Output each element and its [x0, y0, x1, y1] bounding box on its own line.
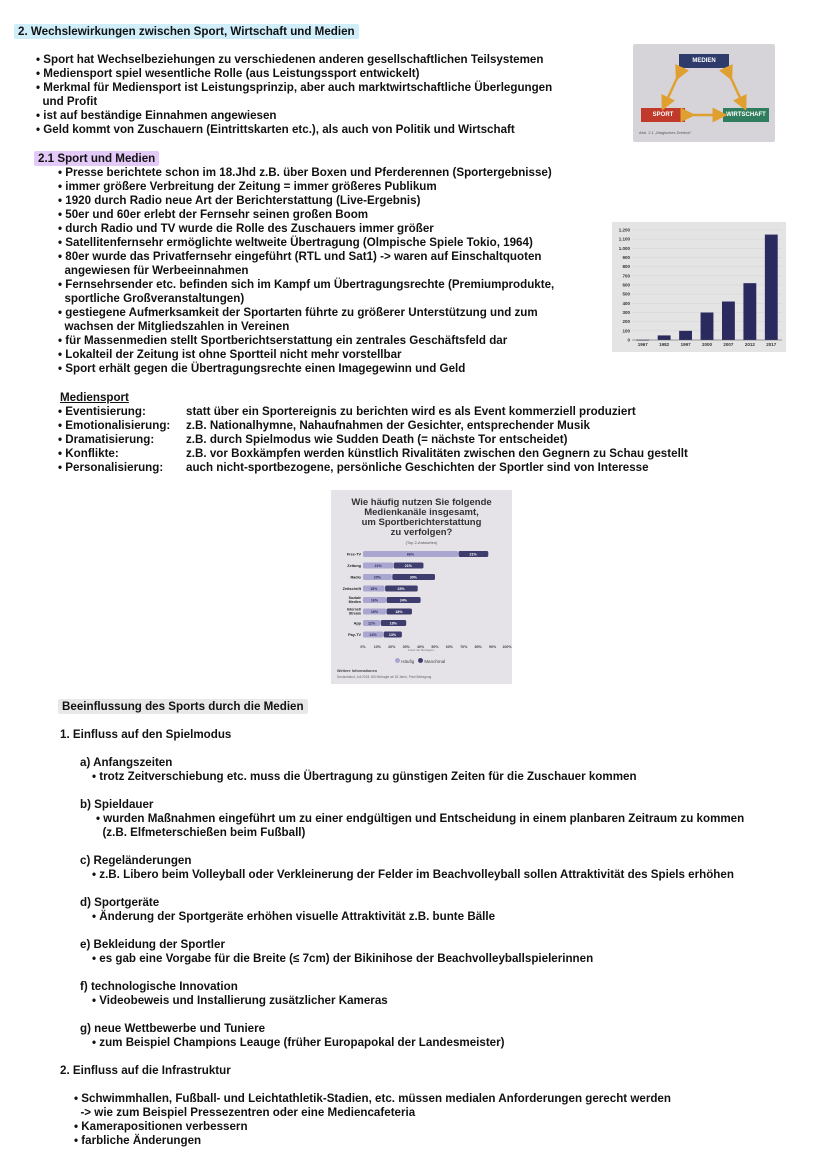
- triangle-arrows: [633, 44, 775, 142]
- y-tick-label: 300: [622, 310, 630, 315]
- data-label-sometimes: 24%: [399, 598, 407, 603]
- data-label-sometimes: 18%: [389, 621, 397, 626]
- data-label-sometimes: 21%: [404, 563, 412, 568]
- list-item: • Fernsehrsender etc. befinden sich im Kampf um Übertragungsrechte (Premiumprodukte,: [58, 278, 555, 291]
- term-label: • Personalisierung:: [58, 461, 164, 474]
- term-definition: z.B. Nationalhymne, Nahaufnahmen der Gesichter, entsprechender Musik: [186, 419, 590, 432]
- list-item: • z.B. Libero beim Volleyball oder Verkleinerung der Felder im Beachvolleyball sollen Attraktivität des Spiels erhöhen: [92, 868, 734, 881]
- x-tick-label: 80%: [474, 645, 482, 649]
- category-label: Internet/: [346, 607, 361, 612]
- data-label-sometimes: 21%: [469, 552, 477, 557]
- data-label-often: 16%: [370, 609, 379, 614]
- x-tick-label: 10%: [373, 645, 382, 649]
- term-definition: statt über ein Sportereignis zu berichten wird es als Event kommerziell produziert: [186, 405, 636, 418]
- term-definition: z.B. vor Boxkämpfen werden künstlich Rivalitäten zwischen den Gegnern zu Schau gestellt: [186, 447, 688, 460]
- survey-footer-title: Weitere Informationen: [337, 669, 378, 673]
- y-tick-label: 1.100: [618, 236, 630, 242]
- category-label: Zeitschrift: [342, 587, 361, 591]
- bar: [743, 283, 756, 340]
- beeinflussung-heading-1: 1. Einfluss auf den Spielmodus: [60, 728, 232, 741]
- item-heading: a) Anfangszeiten: [80, 756, 173, 769]
- list-item: und Profit: [36, 95, 98, 108]
- x-tick-label: 0%: [360, 645, 366, 649]
- list-item: (z.B. Elfmeterschießen beim Fußball): [96, 826, 306, 839]
- list-item: • Geld kommt von Zuschauern (Eintrittskarten etc.), als auch von Politik und Wirtschaft: [36, 123, 515, 136]
- y-tick-label: 500: [622, 291, 630, 297]
- x-tick-label: 1982: [659, 342, 670, 347]
- data-label-often: 66%: [406, 552, 415, 557]
- item-heading: e) Bekleidung der Sportler: [80, 938, 225, 951]
- list-item: • trotz Zeitverschiebung etc. muss die Übertragung zu günstigen Zeiten für die Zuschauer kommen: [92, 770, 637, 783]
- data-label-sometimes: 23%: [397, 586, 405, 591]
- survey-footer-source: Deutschland, Juli 2018, 800 Befragte ab 18 Jahre, Pixel Befragung: [337, 675, 432, 679]
- category-label: Medien: [348, 600, 361, 605]
- bar: [679, 331, 692, 340]
- section-2-title: 2. Wechslewirkungen zwischen Sport, Wirtschaft und Medien: [14, 25, 359, 39]
- category-label: Radio: [350, 575, 361, 580]
- section-2-1-title: 2.1 Sport und Medien: [34, 152, 159, 166]
- list-item: • Schwimmhallen, Fußball- und Leichtathletik-Stadien, etc. müssen medialen Anforderungen gerecht werden: [74, 1092, 671, 1105]
- rights-bar-chart: [612, 222, 786, 352]
- x-tick-label: 100%: [502, 645, 512, 649]
- x-tick-label: 40%: [416, 645, 425, 649]
- list-item: • Kamerapositionen verbessern: [74, 1120, 248, 1133]
- x-tick-label: 2012: [744, 342, 755, 347]
- item-heading: d) Sportgeräte: [80, 896, 160, 909]
- list-item: • wurden Maßnahmen eingeführt um zu einer endgültigen und Entscheidung in einem planbaren Zeitraum zu kommen: [96, 812, 745, 825]
- list-item: • Presse berichtete schon im 18.Jhd z.B. über Boxen und Pferderennen (Sportergebnisse): [58, 166, 552, 179]
- survey-subtitle: (Top 2-Antworten): [405, 540, 438, 545]
- y-tick-label: 1.200: [618, 227, 630, 233]
- x-tick-label: 50%: [431, 645, 439, 649]
- diagram-caption: Abb. 2.1 „Magisches Dreieck": [639, 130, 692, 135]
- term-label: • Konflikte:: [58, 447, 119, 460]
- data-label-often: 15%: [370, 586, 378, 591]
- list-item: • 80er wurde das Privatfernsehr eingeführt (RTL und Sat1) -> waren auf Einschaltquoten: [58, 250, 542, 263]
- data-label-often: 16%: [370, 598, 379, 603]
- list-item: • immer größere Verbreitung der Zeitung = immer größeres Publikum: [58, 180, 437, 193]
- list-item: • Sport hat Wechselbeziehungen zu verschiedenen anderen gesellschaftlichen Teilsystemen: [36, 53, 544, 66]
- survey-chart-svg: [331, 490, 512, 684]
- category-label: Free-TV: [346, 552, 361, 557]
- x-tick-label: 70%: [460, 645, 468, 649]
- survey-title: Wie häufig nutzen Sie folgende Medienkanäle insgesamt, um Sportberichterstattung zu verfolgen?: [351, 497, 492, 538]
- list-item: wachsen der Mitgliedszahlen in Vereinen: [58, 320, 290, 333]
- x-tick-label: 2017: [766, 342, 777, 347]
- y-tick-label: 1.000: [618, 245, 630, 251]
- data-label-sometimes: 18%: [395, 609, 403, 614]
- y-tick-label: 200: [622, 319, 630, 325]
- category-label: Stream: [348, 611, 361, 616]
- list-item: angewiesen für Werbeeinnahmen: [58, 264, 249, 277]
- list-item: • gestiegene Aufmerksamkeit der Sportarten führte zu größerer Unterstützung und zum: [58, 306, 538, 319]
- y-tick-label: 700: [622, 273, 630, 279]
- list-item: • es gab eine Vorgabe für die Breite (≤ 7cm) der Bikinihose der Beachvolleyballspielerinnen: [92, 952, 594, 965]
- bar: [658, 335, 671, 340]
- y-tick-label: 800: [622, 264, 630, 270]
- legend-often-swatch: [395, 658, 400, 663]
- list-item: • Videobeweis und Installierung zusätzlicher Kameras: [92, 994, 388, 1007]
- bar: [722, 302, 735, 341]
- x-tick-label: 60%: [445, 645, 454, 649]
- data-label-often: 20%: [373, 575, 382, 580]
- x-tick-label: 20%: [388, 645, 396, 649]
- data-label-sometimes: 30%: [409, 575, 418, 580]
- list-item: • Sport erhält gegen die Übertragungsrechte einen Imagegewinn und Geld: [58, 362, 466, 375]
- mediensport-title: Mediensport: [60, 391, 129, 404]
- sport-box: SPORT: [641, 108, 685, 122]
- data-label-often: 14%: [369, 632, 377, 637]
- y-tick-label: 400: [622, 300, 630, 306]
- beeinflussung-heading-2: 2. Einfluss auf die Infrastruktur: [60, 1064, 231, 1077]
- x-tick-label: 2007: [723, 342, 734, 347]
- item-heading: f) technologische Innovation: [80, 980, 238, 993]
- list-item: -> wie zum Beispiel Pressezentren oder eine Mediencafeteria: [74, 1106, 416, 1119]
- category-label: Pay-TV: [348, 633, 361, 637]
- category-label: Soziale: [348, 596, 361, 601]
- beeinflussung-title: Beeinflussung des Sports durch die Medien: [58, 700, 308, 714]
- list-item: • Satellitenfernsehr ermöglichte weltweite Übertragung (Olmpische Spiele Tokio, 1964): [58, 236, 533, 249]
- list-item: • Änderung der Sportgeräte erhöhen visuelle Attraktivität z.B. bunte Bälle: [92, 910, 496, 923]
- wirtschaft-box: WIRTSCHAFT: [723, 108, 769, 122]
- list-item: • für Massenmedien stellt Sportberichtserstattung ein zentrales Geschäftsfeld dar: [58, 334, 508, 347]
- rights-bar-chart-svg: [612, 222, 786, 352]
- legend-sometimes-label: Manchmal: [424, 659, 446, 664]
- data-label-often: 12%: [368, 621, 376, 626]
- category-label: App: [353, 621, 361, 626]
- list-item: • farbliche Änderungen: [74, 1134, 202, 1147]
- medien-box: MEDIEN: [679, 54, 729, 68]
- term-label: • Dramatisierung:: [58, 433, 155, 446]
- legend-often-label: Häufig: [401, 659, 415, 664]
- magic-triangle-diagram: [633, 44, 775, 142]
- item-heading: c) Regeländerungen: [80, 854, 192, 867]
- list-item: sportliche Großveranstaltungen): [58, 292, 245, 305]
- y-tick-label: 0: [627, 337, 630, 343]
- survey-chart: [331, 490, 512, 684]
- bar: [701, 313, 714, 341]
- legend-sometimes-swatch: [418, 658, 423, 663]
- survey-axis-label: Anteil der Befragten: [407, 648, 435, 652]
- list-item: • Merkmal für Mediensport ist Leistungsprinzip, aber auch marktwirtschaftliche Überlegungen: [36, 81, 553, 94]
- item-heading: g) neue Wettbewerbe und Tuniere: [80, 1022, 266, 1035]
- list-item: • zum Beispiel Champions Leauge (früher Europapokal der Landesmeister): [92, 1036, 505, 1049]
- list-item: • 50er und 60er erlebt der Fernsehr seinen großen Boom: [58, 208, 369, 221]
- list-item: • 1920 durch Radio neue Art der Berichterstattung (Live-Ergebnis): [58, 194, 421, 207]
- x-tick-label: 2000: [701, 342, 713, 347]
- x-tick-label: 90%: [488, 645, 497, 649]
- item-heading: b) Spieldauer: [80, 798, 154, 811]
- bar: [765, 235, 778, 340]
- x-tick-label: 1997: [680, 342, 691, 347]
- term-label: • Eventisierung:: [58, 405, 146, 418]
- term-definition: auch nicht-sportbezogene, persönliche Geschichten der Sportler sind von Interesse: [186, 461, 649, 474]
- survey-legend: [395, 658, 445, 664]
- list-item: • ist auf beständige Einnahmen angewiesen: [36, 109, 277, 122]
- list-item: • Mediensport spiel wesentliche Rolle (aus Leistungssport entwickelt): [36, 67, 420, 80]
- term-definition: z.B. durch Spielmodus wie Sudden Death (= nächste Tor entscheidet): [186, 433, 568, 446]
- category-label: Zeitung: [347, 564, 361, 568]
- data-label-sometimes: 13%: [388, 632, 397, 637]
- y-tick-label: 900: [622, 255, 630, 260]
- list-item: • durch Radio und TV wurde die Rolle des Zuschauers immer größer: [58, 222, 434, 235]
- list-item: • Lokalteil der Zeitung ist ohne Sportteil nicht mehr vorstellbar: [58, 348, 402, 361]
- y-tick-label: 100: [622, 328, 630, 334]
- x-tick-label: 1967: [637, 342, 648, 347]
- x-tick-label: 30%: [402, 645, 410, 649]
- data-label-often: 21%: [374, 563, 382, 568]
- term-label: • Emotionalisierung:: [58, 419, 171, 432]
- y-tick-label: 600: [622, 282, 630, 288]
